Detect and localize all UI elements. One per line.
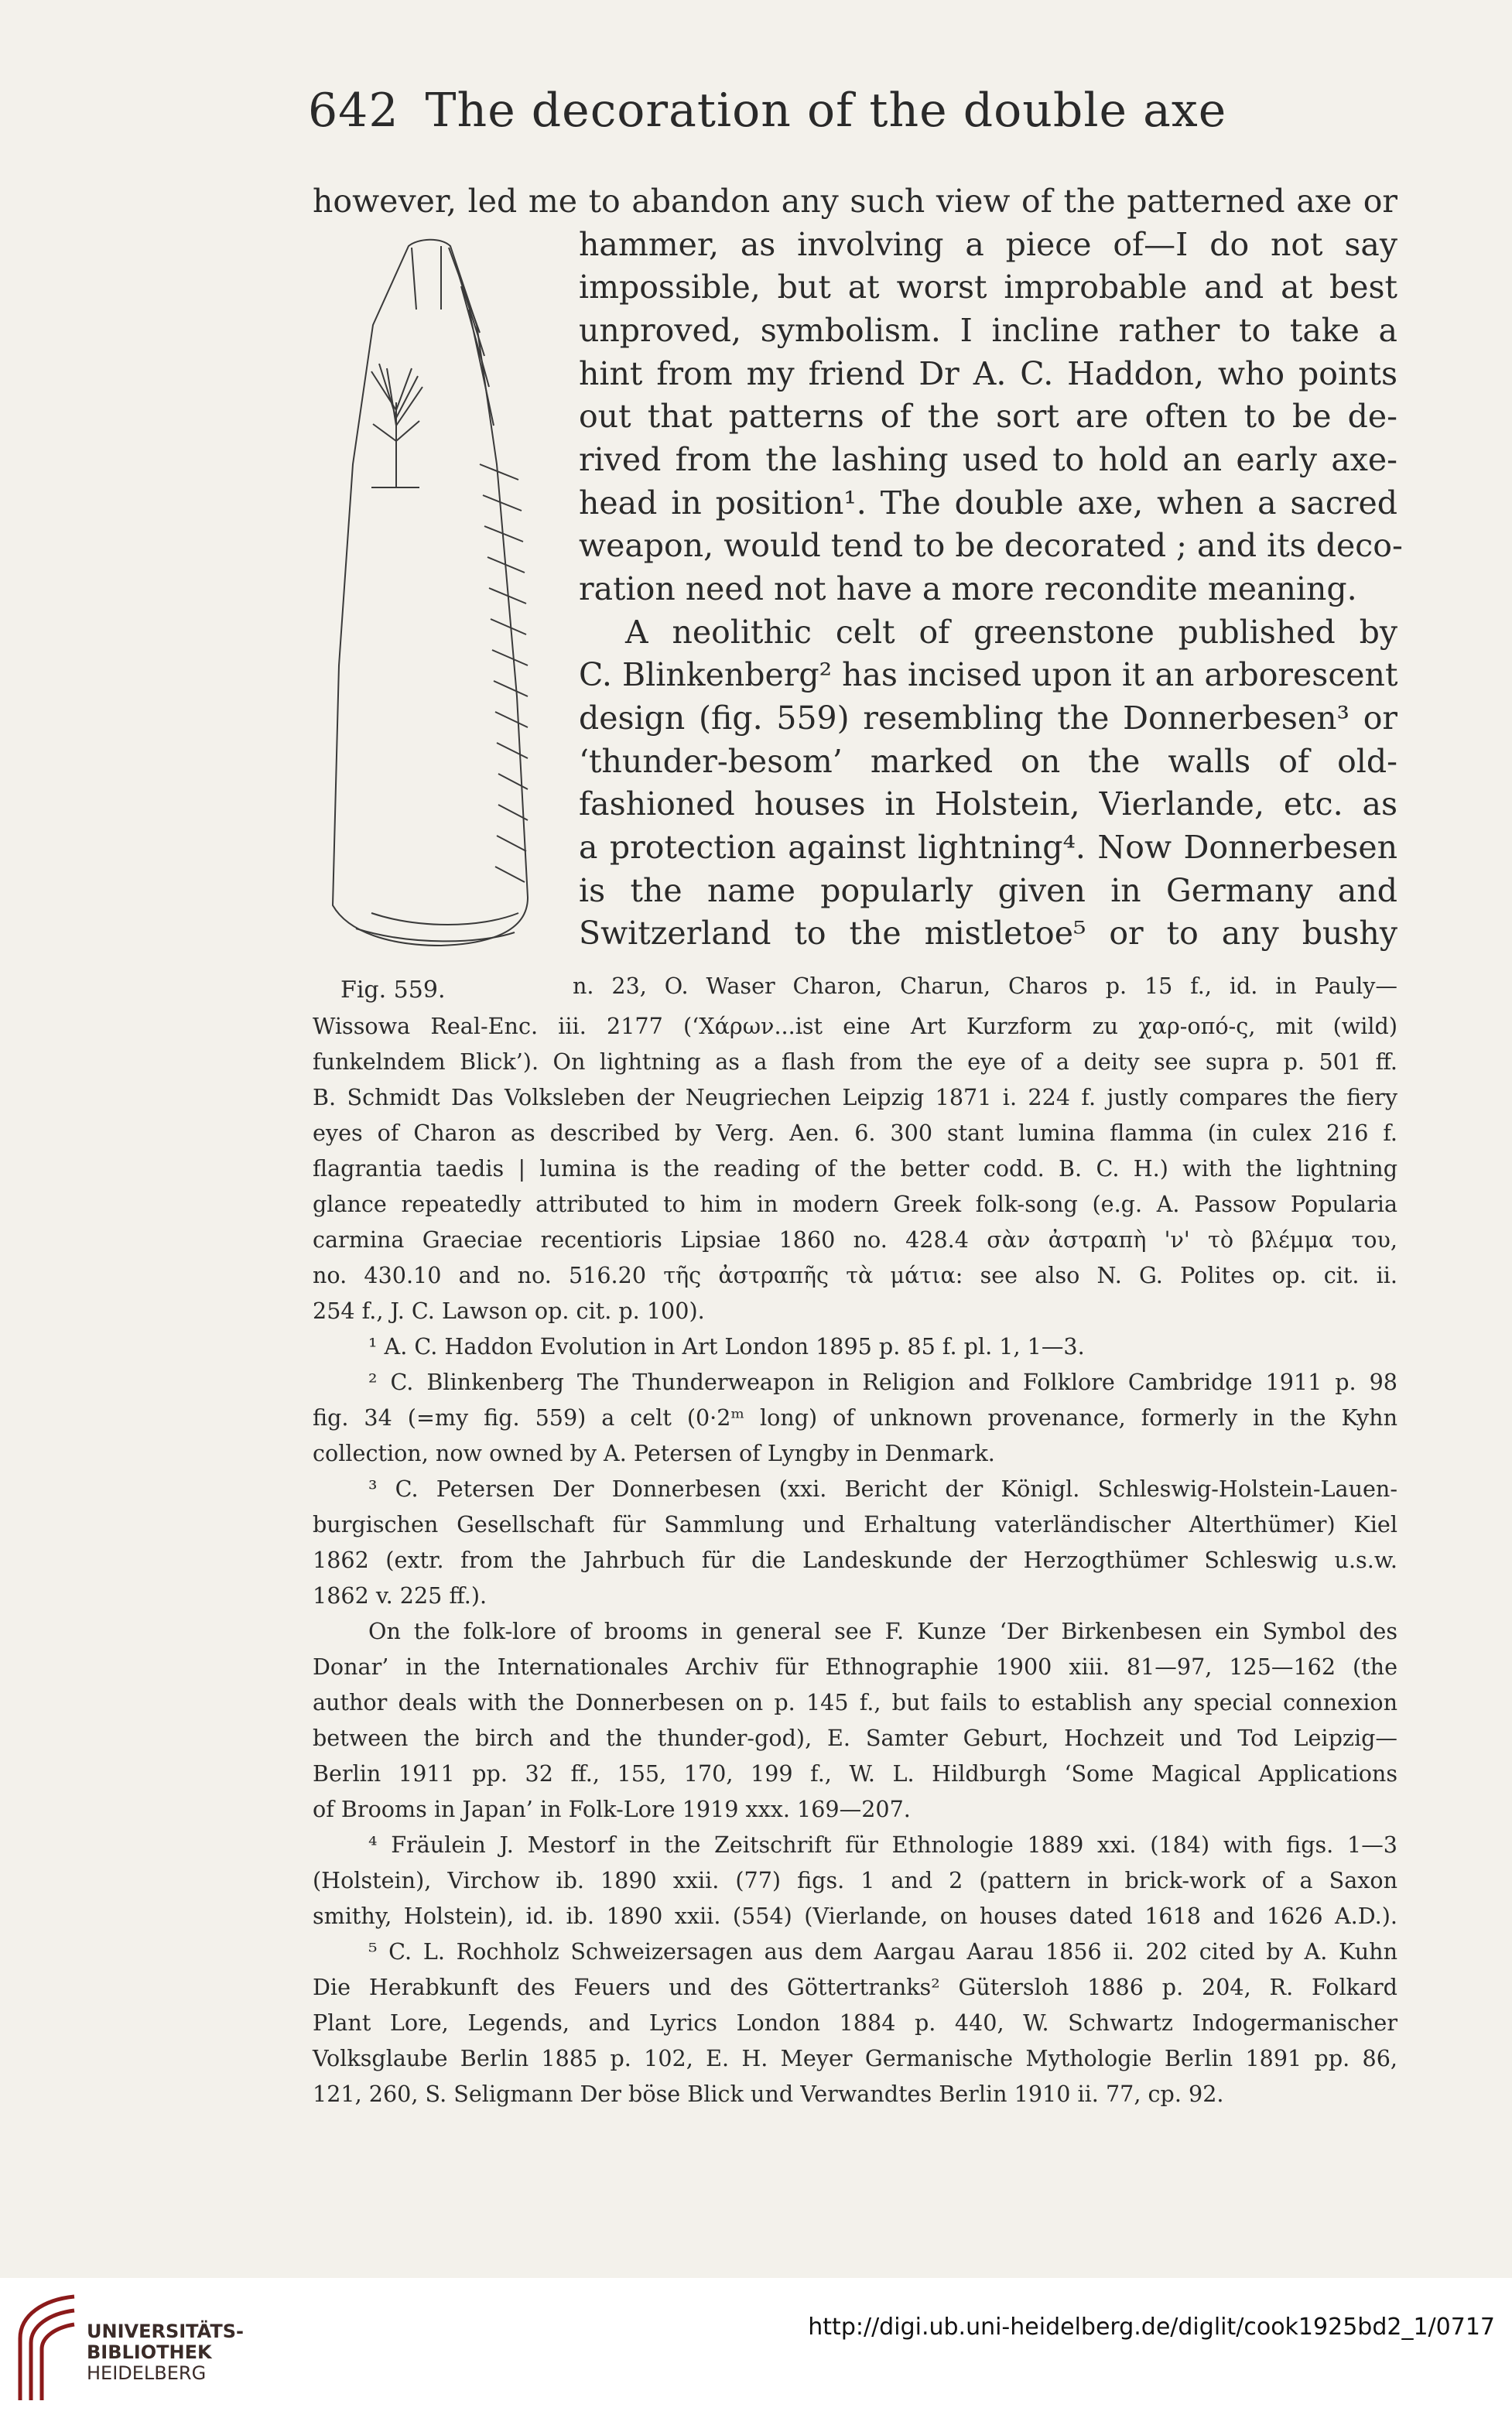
footnote-line: 121, 260, S. Seligmann Der böse Blick und Verwandtes Berlin 1910 ii. 77, cp. 92.: [313, 2081, 1224, 2107]
body-line: is the name popularly given in Germany and: [579, 872, 1397, 909]
body-line: design (fig. 559) resembling the Donnerbesen³ or: [579, 699, 1397, 737]
body-line: C. Blinkenberg² has incised upon it an arborescent: [579, 656, 1398, 693]
footnote-line: (Holstein), Virchow ib. 1890 xxii. (77) figs. 1 and 2 (pattern in brick-work of a Saxon: [313, 1867, 1397, 1893]
footnote-line: collection, now owned by A. Petersen of Lyngby in Denmark.: [313, 1440, 995, 1466]
body-line: unproved, symbolism. I incline rather to take a: [579, 312, 1397, 349]
body-line: Switzerland to the mistletoe⁵ or to any bushy: [579, 915, 1397, 952]
library-name-line: UNIVERSITÄTS-: [87, 2321, 245, 2342]
celt-figure-illustration: [325, 232, 557, 975]
page-title: The decoration of the double axe: [425, 84, 1227, 138]
body-line: fashioned houses in Holstein, Vierlande, etc. as: [579, 785, 1397, 823]
library-name-line: BIBLIOTHEK: [87, 2341, 212, 2363]
source-url-link[interactable]: http://digi.ub.uni-heidelberg.de/diglit/cook1925bd2_1/0717: [808, 2314, 1495, 2341]
footnote-line: 1862 v. 225 ff.).: [313, 1582, 487, 1609]
body-line: A neolithic celt of greenstone published by: [625, 614, 1397, 651]
footnote-line: Volksglaube Berlin 1885 p. 102, E. H. Meyer Germanische Mythologie Berlin 1891 pp. 86,: [313, 2045, 1397, 2071]
university-library-logo-icon: [12, 2292, 82, 2408]
library-name: [87, 2321, 244, 2384]
body-line: a protection against lightning⁴. Now Donnerbesen: [579, 829, 1397, 866]
footnote-line: Donar’ in the Internationales Archiv für Ethnographie 1900 xiii. 81—97, 125—162 (the: [313, 1654, 1397, 1680]
footnote-line: ¹ A. C. Haddon Evolution in Art London 1895 p. 85 f. pl. 1, 1—3.: [368, 1333, 1085, 1360]
figure-caption: Fig. 559.: [340, 976, 446, 1004]
body-line: hammer, as involving a piece of—I do not say: [579, 226, 1397, 263]
footnote-line: On the folk-lore of brooms in general see F. Kunze ‘Der Birkenbesen ein Symbol des: [368, 1618, 1397, 1644]
footnote-line: Berlin 1911 pp. 32 ff., 155, 170, 199 f., W. L. Hildburgh ‘Some Magical Applications: [313, 1760, 1397, 1787]
footnote-line: flagrantia taedis | lumina is the reading of the better codd. B. C. H.) with the lightning: [313, 1155, 1397, 1182]
body-line: out that patterns of the sort are often to be de-: [579, 398, 1397, 435]
footnote-line: B. Schmidt Das Volksleben der Neugriechen Leipzig 1871 i. 224 f. justly compares the fiery: [313, 1084, 1397, 1110]
footnote-line: 254 f., J. C. Lawson op. cit. p. 100).: [313, 1298, 705, 1324]
footnote-line: Die Herabkunft des Feuers und des Göttertranks² Gütersloh 1886 p. 204, R. Folkard: [313, 1974, 1397, 2000]
footnote-line: Plant Lore, Legends, and Lyrics London 1884 p. 440, W. Schwartz Indogermanischer: [313, 2009, 1397, 2036]
footnote-line: ³ C. Petersen Der Donnerbesen (xxi. Bericht der Königl. Schleswig-Holstein-Lauen-: [368, 1476, 1397, 1502]
footnote-line: burgischen Gesellschaft für Sammlung und Erhaltung vaterländischer Alterthümer) Kiel: [313, 1511, 1397, 1537]
footnote-line: ⁵ C. L. Rochholz Schweizersagen aus dem Aargau Aarau 1856 ii. 202 cited by A. Kuhn: [368, 1938, 1397, 1965]
footnote-line: smithy, Holstein), id. ib. 1890 xxii. (554) (Vierlande, on houses dated 1618 and 1626 A.D.).: [313, 1903, 1397, 1929]
footnote-line: eyes of Charon as described by Verg. Aen. 6. 300 stant lumina flamma (in culex 216 f.: [313, 1120, 1397, 1146]
body-line: ration need not have a more recondite meaning.: [579, 570, 1357, 607]
footnote-line: ⁴ Fräulein J. Mestorf in the Zeitschrift für Ethnologie 1889 xxi. (184) with figs. 1—3: [368, 1832, 1397, 1858]
footnote-line: Wissowa Real-Enc. iii. 2177 (‘Χάρων...ist eine Art Kurzform zu χαρ-οπό-ς, mit (wild): [313, 1013, 1397, 1039]
footnote-line: between the birch and the thunder-god), E. Samter Geburt, Hochzeit und Tod Leipzig—: [313, 1725, 1397, 1751]
page-number: 642: [308, 84, 399, 138]
body-line: ‘thunder-besom’ marked on the walls of old-: [579, 743, 1397, 780]
library-name-line: HEIDELBERG: [87, 2362, 207, 2384]
footnote-line: n. 23, O. Waser Charon, Charun, Charos p. 15 f., id. in Pauly—: [573, 973, 1397, 999]
body-line: head in position¹. The double axe, when a sacred: [579, 484, 1397, 522]
body-line: hint from my friend Dr A. C. Haddon, who points: [579, 355, 1397, 392]
body-line: however, led me to abandon any such view of the patterned axe or: [313, 183, 1397, 220]
footnote-line: author deals with the Donnerbesen on p. 145 f., but fails to establish any special connexion: [313, 1689, 1397, 1715]
footnote-line: funkelndem Blick’). On lightning as a flash from the eye of a deity see supra p. 501 ff.: [313, 1048, 1397, 1075]
body-line: impossible, but at worst improbable and at best: [579, 268, 1397, 306]
footnote-line: carmina Graeciae recentioris Lipsiae 1860 no. 428.4 σὰν ἀστραπὴ 'ν' τὸ βλέμμα του,: [313, 1226, 1397, 1253]
running-header: [308, 84, 1226, 138]
footnote-line: ² C. Blinkenberg The Thunderweapon in Religion and Folklore Cambridge 1911 p. 98: [368, 1369, 1397, 1395]
footnote-line: glance repeatedly attributed to him in modern Greek folk-song (e.g. A. Passow Popularia: [313, 1191, 1397, 1217]
footnote-line: no. 430.10 and no. 516.20 τῆς ἀστραπῆς τὰ μάτια: see also N. G. Polites op. cit. ii.: [313, 1262, 1397, 1288]
footnote-line: 1862 (extr. from the Jahrbuch für die Landeskunde der Herzogthümer Schleswig u.s.w.: [313, 1547, 1397, 1573]
body-line: weapon, would tend to be decorated ; and its deco-: [579, 527, 1403, 564]
footnote-line: of Brooms in Japan’ in Folk-Lore 1919 xxx. 169—207.: [313, 1796, 911, 1822]
footnote-line: fig. 34 (=my fig. 559) a celt (0·2ᵐ long) of unknown provenance, formerly in the Kyhn: [313, 1404, 1397, 1431]
body-line: rived from the lashing used to hold an early axe-: [579, 441, 1397, 478]
